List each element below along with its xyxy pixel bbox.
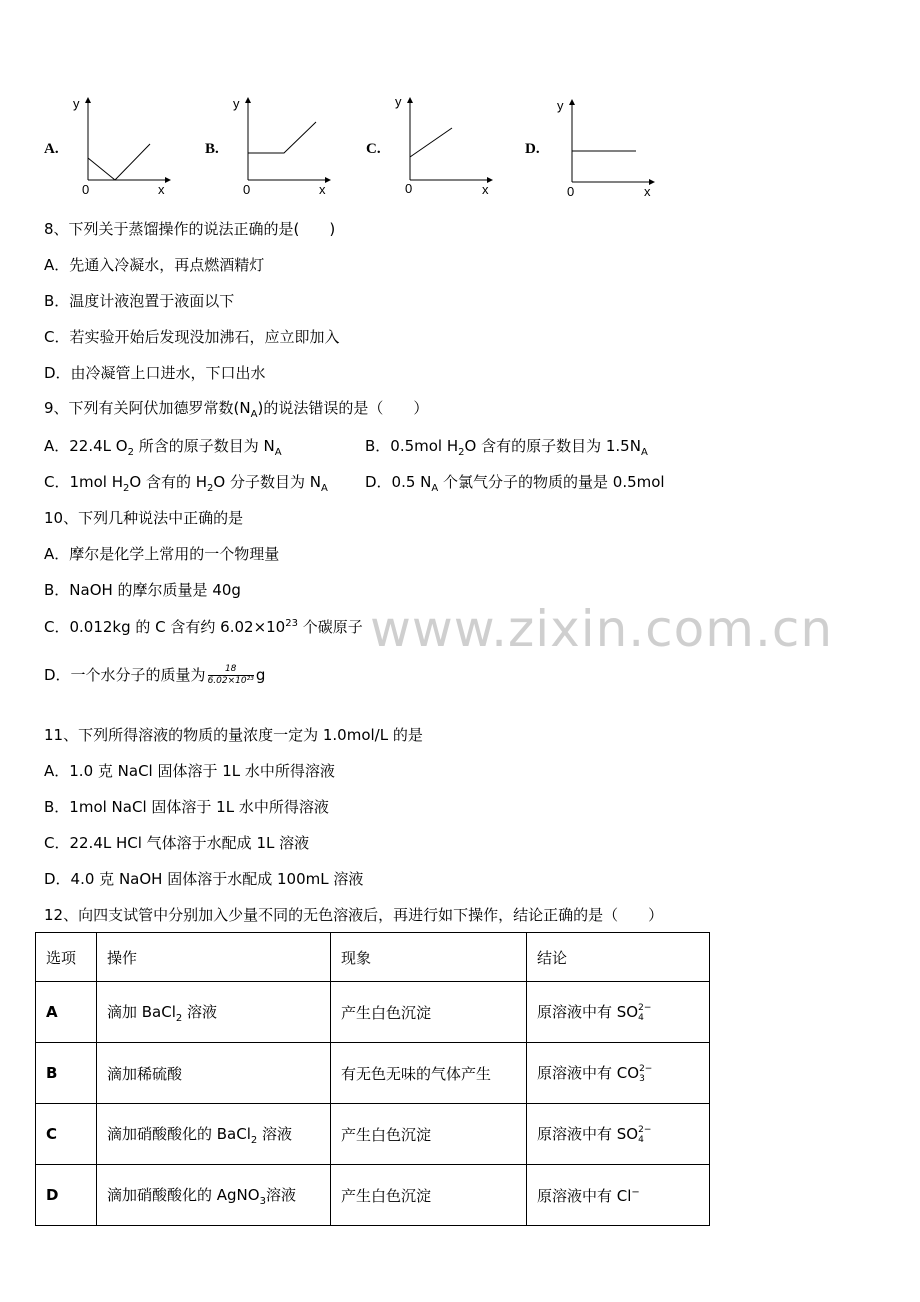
graph-b xyxy=(248,100,328,180)
row-b-ion-sub: 3 xyxy=(639,1073,645,1084)
q9-a-mid: 所含的原子数目为 N xyxy=(133,437,275,455)
row-a-ion-charge: 2− xyxy=(638,1002,652,1013)
row-d-conclusion xyxy=(527,1165,710,1226)
header-phenomenon: 现象 xyxy=(331,933,527,982)
row-d-option: D xyxy=(36,1165,97,1226)
q10-d-unit: g xyxy=(255,666,266,684)
graph-c xyxy=(410,100,490,180)
q9-option-a xyxy=(44,435,282,458)
row-d-op-end: 溶液 xyxy=(265,1185,296,1204)
header-operation: 操作 xyxy=(97,933,331,982)
row-b-phenomenon: 有无色无味的气体产生 xyxy=(331,1043,527,1104)
row-a-ion-sub: 4 xyxy=(638,1012,644,1023)
row-a-operation xyxy=(97,982,331,1043)
row-a-op-text: 滴加 BaCl xyxy=(107,1002,176,1021)
graph-b-label: B. xyxy=(205,141,219,157)
graph-c-x: x xyxy=(482,182,489,197)
q10-d-denominator: 6.02×10²³ xyxy=(207,676,254,686)
q9-option-c xyxy=(44,471,328,494)
q8-option-c: C．若实验开始后发现没加沸石，应立即加入 xyxy=(44,328,340,346)
row-c-conclusion xyxy=(527,1104,710,1165)
graph-b-y: y xyxy=(233,96,240,111)
q11-option-d: D．4.0 克 NaOH 固体溶于水配成 100mL 溶液 xyxy=(44,870,364,888)
graphs-svg xyxy=(0,0,920,210)
row-b-concl-text: 原溶液中有 CO xyxy=(537,1064,640,1083)
q11-stem: 11、下列所得溶液的物质的量浓度一定为 1.0mol/L 的是 xyxy=(44,726,423,744)
q9-d-sub: A xyxy=(431,483,439,494)
q12-table xyxy=(35,932,710,1226)
graph-d-label: D. xyxy=(525,141,540,157)
graph-b-x: x xyxy=(319,182,326,197)
q9-b-mid: O 含有的原子数目为 1.5N xyxy=(464,437,641,455)
row-a-phenomenon: 产生白色沉淀 xyxy=(331,982,527,1043)
q9-c-sub2: 2 xyxy=(207,483,214,494)
graph-c-o: 0 xyxy=(405,181,413,196)
row-b-ion-charge: 2− xyxy=(639,1063,653,1074)
q9-stem-text: 9、下列有关阿伏加德罗常数(N xyxy=(44,399,251,417)
graph-d-y: y xyxy=(557,98,564,113)
q9-d-end: 个氯气分子的物质的量是 0.5mol xyxy=(438,473,665,491)
row-c-op-text: 滴加硝酸酸化的 BaCl xyxy=(107,1124,251,1143)
table-row xyxy=(36,1043,710,1104)
graph-b-curve xyxy=(248,122,316,153)
graph-c-label: C. xyxy=(366,141,381,157)
row-c-op-sub: 2 xyxy=(250,1134,258,1146)
row-c-concl-text: 原溶液中有 SO xyxy=(537,1125,639,1144)
row-a-option: A xyxy=(36,982,97,1043)
graph-d-x: x xyxy=(644,184,651,199)
table-row xyxy=(36,1165,710,1226)
row-d-op-sub: 3 xyxy=(259,1195,266,1207)
row-d-operation xyxy=(97,1165,331,1226)
row-c-ion-sub: 4 xyxy=(638,1134,644,1145)
q10-c-text: C．0.012kg 的 C 含有约 6.02×10 xyxy=(44,618,286,636)
row-b-option: B xyxy=(36,1043,97,1104)
graph-a-o: 0 xyxy=(82,182,90,197)
graph-c-y: y xyxy=(395,94,402,109)
q9-b-sub: 2 xyxy=(458,447,465,458)
q9-b-text: B．0.5mol H xyxy=(365,437,459,455)
header-option: 选项 xyxy=(36,933,97,982)
q9-c-mid: O 含有的 H xyxy=(129,473,208,491)
graph-d xyxy=(572,102,652,182)
table-row xyxy=(36,1104,710,1165)
q10-d-numerator: 18 xyxy=(208,664,254,676)
q10-c-end: 个碳原子 xyxy=(297,618,363,636)
q9-option-d xyxy=(365,471,665,494)
q10-d-fraction xyxy=(208,664,254,687)
row-a-op-end: 溶液 xyxy=(182,1002,218,1021)
graph-d-o: 0 xyxy=(567,184,575,199)
table-header-row xyxy=(36,933,710,982)
row-b-op-text: 滴加稀硫酸 xyxy=(107,1064,183,1083)
row-d-concl-text: 原溶液中有 Cl xyxy=(537,1186,632,1205)
q10-option-a: A．摩尔是化学上常用的一个物理量 xyxy=(44,545,280,563)
graph-a-curve xyxy=(88,144,150,180)
watermark: www.zixin.com.cn xyxy=(370,600,834,658)
q10-c-sup: 23 xyxy=(285,618,298,629)
q9-a-text: A．22.4L O xyxy=(44,437,128,455)
q10-d-text: D．一个水分子的质量为 xyxy=(44,666,206,684)
graph-a-y: y xyxy=(73,96,80,111)
q8-option-a: A．先通入冷凝水，再点燃酒精灯 xyxy=(44,256,265,274)
header-conclusion: 结论 xyxy=(527,933,710,982)
q10-stem: 10、下列几种说法中正确的是 xyxy=(44,509,244,527)
q9-stem xyxy=(44,397,428,420)
q8-option-b: B．温度计液泡置于液面以下 xyxy=(44,292,235,310)
q10-option-d xyxy=(44,664,265,687)
row-d-phenomenon: 产生白色沉淀 xyxy=(331,1165,527,1226)
q9-b-sub2: A xyxy=(640,447,648,458)
row-c-option: C xyxy=(36,1104,97,1165)
q8-option-d: D．由冷凝管上口进水，下口出水 xyxy=(44,364,266,382)
row-a-op-sub: 2 xyxy=(175,1012,183,1024)
q11-option-a: A．1.0 克 NaCl 固体溶于 1L 水中所得溶液 xyxy=(44,762,335,780)
row-c-operation xyxy=(97,1104,331,1165)
row-d-op-text: 滴加硝酸酸化的 AgNO xyxy=(107,1185,260,1204)
graph-b-o: 0 xyxy=(243,182,251,197)
q9-stem-end: )的说法错误的是（ ） xyxy=(257,399,429,417)
q9-a-sub2: A xyxy=(274,447,282,458)
q9-c-mid2: O 分子数目为 N xyxy=(213,473,321,491)
graph-c-curve xyxy=(410,128,452,157)
graph-a-label: A. xyxy=(44,141,59,157)
graph-a-x: x xyxy=(158,182,165,197)
row-a-concl-text: 原溶液中有 SO xyxy=(537,1003,639,1022)
q9-d-text: D．0.5 N xyxy=(365,473,432,491)
q9-option-b xyxy=(365,435,648,458)
q8-stem: 8、下列关于蒸馏操作的说法正确的是( ) xyxy=(44,220,336,238)
q12-stem: 12、向四支试管中分别加入少量不同的无色溶液后，再进行如下操作，结论正确的是（ ） xyxy=(44,906,664,924)
q9-c-text: C．1mol H xyxy=(44,473,124,491)
q9-a-sub: 2 xyxy=(127,447,134,458)
q10-option-c xyxy=(44,616,363,637)
row-c-ion-charge: 2− xyxy=(638,1124,652,1135)
q10-option-b: B．NaOH 的摩尔质量是 40g xyxy=(44,581,241,599)
table-row xyxy=(36,982,710,1043)
q11-option-b: B．1mol NaCl 固体溶于 1L 水中所得溶液 xyxy=(44,798,329,816)
row-a-conclusion xyxy=(527,982,710,1043)
row-c-phenomenon: 产生白色沉淀 xyxy=(331,1104,527,1165)
q11-option-c: C．22.4L HCl 气体溶于水配成 1L 溶液 xyxy=(44,834,310,852)
row-b-operation xyxy=(97,1043,331,1104)
q9-c-sub3: A xyxy=(320,483,328,494)
row-b-conclusion xyxy=(527,1043,710,1104)
q9-stem-sub: A xyxy=(250,409,258,420)
row-d-ion-charge: − xyxy=(631,1186,640,1198)
row-c-op-end: 溶液 xyxy=(257,1124,293,1143)
q9-c-sub: 2 xyxy=(123,483,130,494)
graph-a xyxy=(88,100,168,180)
